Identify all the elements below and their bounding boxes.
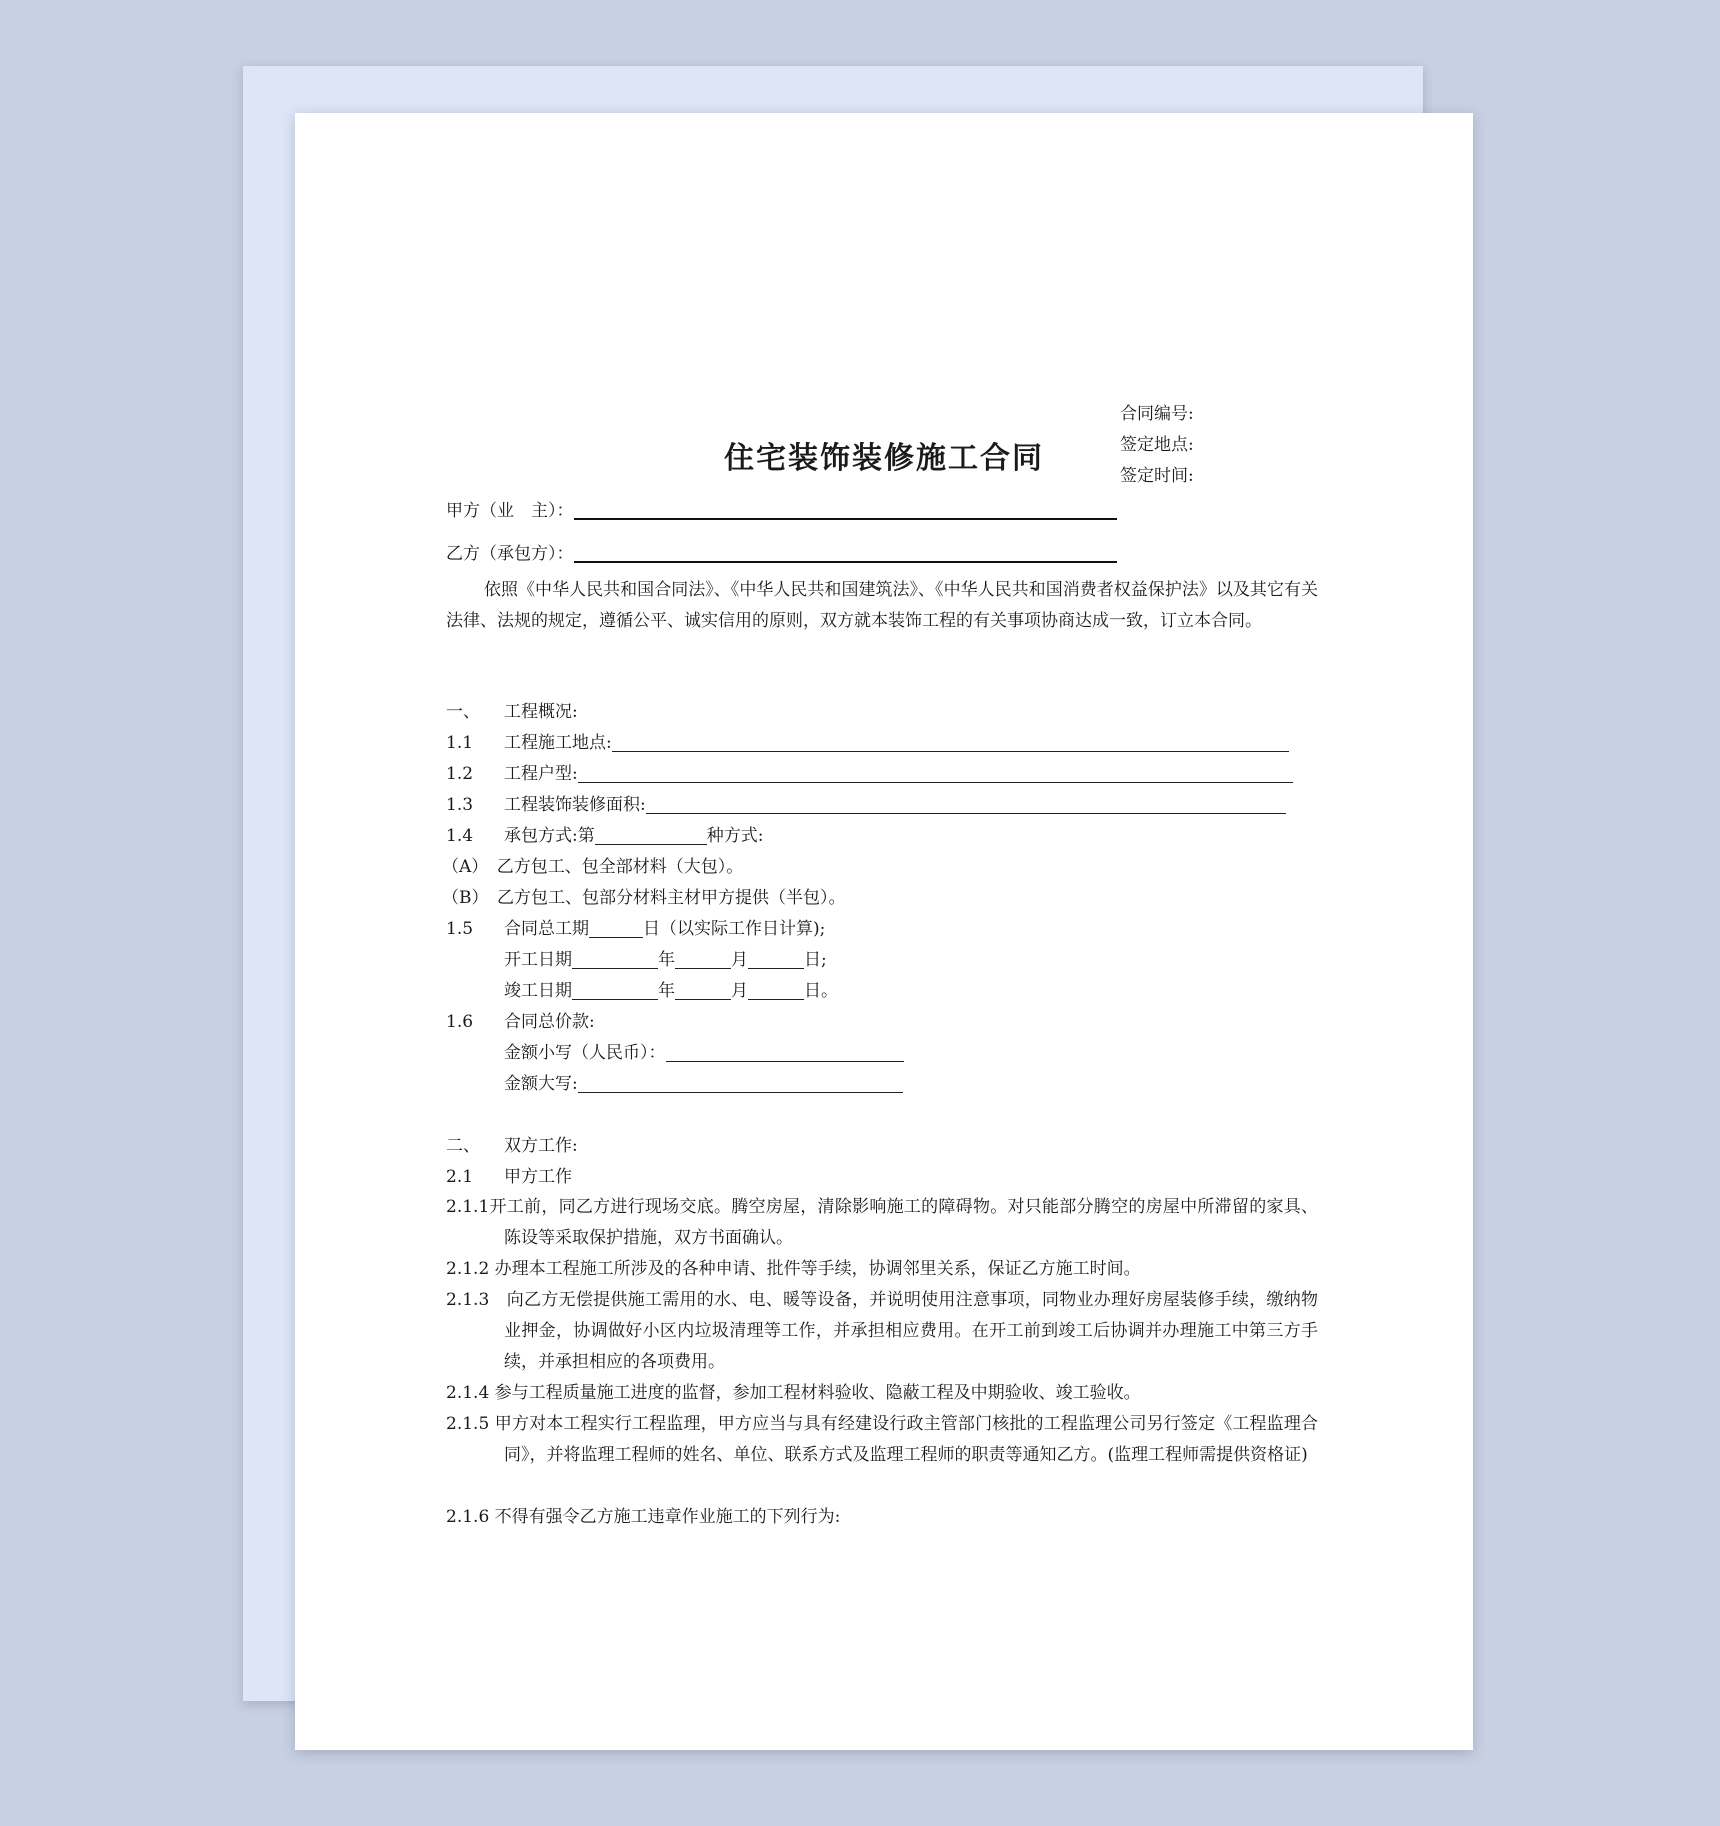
item-1-3 [446, 792, 1286, 818]
party-a-line [446, 498, 1117, 524]
party-b-label: 乙方（承包方）： [446, 544, 574, 564]
day-label: 日。 [804, 981, 838, 1001]
end-date-label: 竣工日期 [504, 981, 572, 1001]
amount-big-line [504, 1071, 903, 1097]
item-label: 工程装饰装修面积: [504, 795, 646, 815]
day-label: 日; [804, 950, 827, 970]
blank-line [748, 948, 804, 969]
blank-line [675, 979, 731, 1000]
section-2-number: 二、 [446, 1136, 480, 1156]
item-label: 合同总工期 [504, 919, 589, 939]
option-a: （A） 乙方包工、包全部材料（大包）。 [442, 857, 744, 877]
blank-line [572, 979, 658, 1000]
clause-2-1-4: 2.1.4 参与工程质量施工进度的监督，参加工程材料验收、隐蔽工程及中期验收、竣工验收。 [446, 1383, 1141, 1403]
item-number: 1.1 [446, 733, 474, 753]
item-number: 2.1 [446, 1167, 474, 1187]
year-label: 年 [658, 981, 675, 1001]
item-label: 承包方式:第 [504, 826, 595, 846]
party-a-label: 甲方（业 主）： [446, 501, 574, 521]
item-label: 合同总价款: [504, 1012, 595, 1032]
party-b-blank [574, 541, 1117, 563]
item-number: 1.5 [446, 919, 474, 939]
clause-2-1-3: 2.1.3 向乙方无偿提供施工需用的水、电、暖等设备，并说明使用注意事项，同物业办理好房屋装修手续，缴纳物业押金，协调做好小区内垃圾清理等工作，并承担相应费用。在开工前到竣工后协调并办理施工中第三方手续，并承担相应的各项费用。 [446, 1290, 1318, 1372]
document-page [295, 113, 1473, 1750]
section-1-label: 工程概况: [504, 702, 578, 722]
intro-paragraph: 依照《中华人民共和国合同法》、《中华人民共和国建筑法》、《中华人民共和国消费者权益保护法》以及其它有关法律、法规的规定，遵循公平、诚实信用的原则，双方就本装饰工程的有关事项协商达成一致，订立本合同。 [446, 580, 1318, 631]
clause-2-1-1: 2.1.1开工前，同乙方进行现场交底。腾空房屋，清除影响施工的障碍物。对只能部分腾空的房屋中所滞留的家具、陈设等采取保护措施，双方书面确认。 [446, 1197, 1318, 1248]
item-number: 1.4 [446, 826, 474, 846]
party-a-blank [574, 498, 1117, 520]
section-1-heading [446, 699, 578, 725]
item-label: 日（以实际工作日计算); [643, 919, 826, 939]
item-label: 工程施工地点: [504, 733, 612, 753]
month-label: 月 [731, 950, 748, 970]
clause-2-1-5: 2.1.5 甲方对本工程实行工程监理，甲方应当与具有经建设行政主管部门核批的工程监理公司另行签定《工程监理合同》，并将监理工程师的姓名、单位、联系方式及监理工程师的职责等通知乙方。(监理工程师需提供资格证) [446, 1414, 1318, 1465]
item-number: 1.2 [446, 764, 474, 784]
start-date-line [504, 947, 827, 973]
clause-2-1-2: 2.1.2 办理本工程施工所涉及的各种申请、批件等手续，协调邻里关系，保证乙方施工时间。 [446, 1259, 1141, 1279]
blank-line [578, 762, 1293, 783]
year-label: 年 [658, 950, 675, 970]
blank-line [666, 1041, 904, 1062]
blank-line [646, 793, 1286, 814]
clause-2-1-6: 2.1.6 不得有强令乙方施工违章作业施工的下列行为: [446, 1507, 841, 1527]
item-1-4 [446, 823, 763, 849]
party-b-line [446, 541, 1117, 567]
amount-small-label: 金额小写（人民币）： [504, 1043, 666, 1063]
blank-line [578, 1072, 903, 1093]
item-1-2 [446, 761, 1293, 787]
blank-line [675, 948, 731, 969]
contract-meta [1120, 399, 1194, 492]
contract-content [295, 113, 1473, 1750]
option-b: （B） 乙方包工、包部分材料主材甲方提供（半包）。 [442, 888, 846, 908]
item-label: 甲方工作 [504, 1167, 572, 1187]
section-2-label: 双方工作: [504, 1136, 578, 1156]
sign-time-label: 签定时间: [1120, 466, 1194, 486]
month-label: 月 [731, 981, 748, 1001]
item-number: 1.3 [446, 795, 474, 815]
contract-number-label: 合同编号: [1120, 404, 1194, 424]
item-number: 1.6 [446, 1012, 474, 1032]
start-date-label: 开工日期 [504, 950, 572, 970]
blank-line [572, 948, 658, 969]
blank-line [612, 731, 1289, 752]
item-label: 工程户型: [504, 764, 578, 784]
blank-line [589, 917, 643, 938]
blank-line [595, 824, 707, 845]
page-title: 住宅装饰装修施工合同 [724, 441, 1044, 476]
blank-line [748, 979, 804, 1000]
end-date-line [504, 978, 838, 1004]
amount-small-line [504, 1040, 904, 1066]
item-1-5 [446, 916, 825, 942]
item-1-6 [446, 1009, 595, 1035]
section-2-heading [446, 1133, 578, 1159]
amount-big-label: 金额大写: [504, 1074, 578, 1094]
sign-place-label: 签定地点: [1120, 435, 1194, 455]
section-1-number: 一、 [446, 702, 480, 722]
item-2-1 [446, 1164, 572, 1190]
item-label: 种方式: [706, 826, 764, 846]
item-1-1 [446, 730, 1289, 756]
